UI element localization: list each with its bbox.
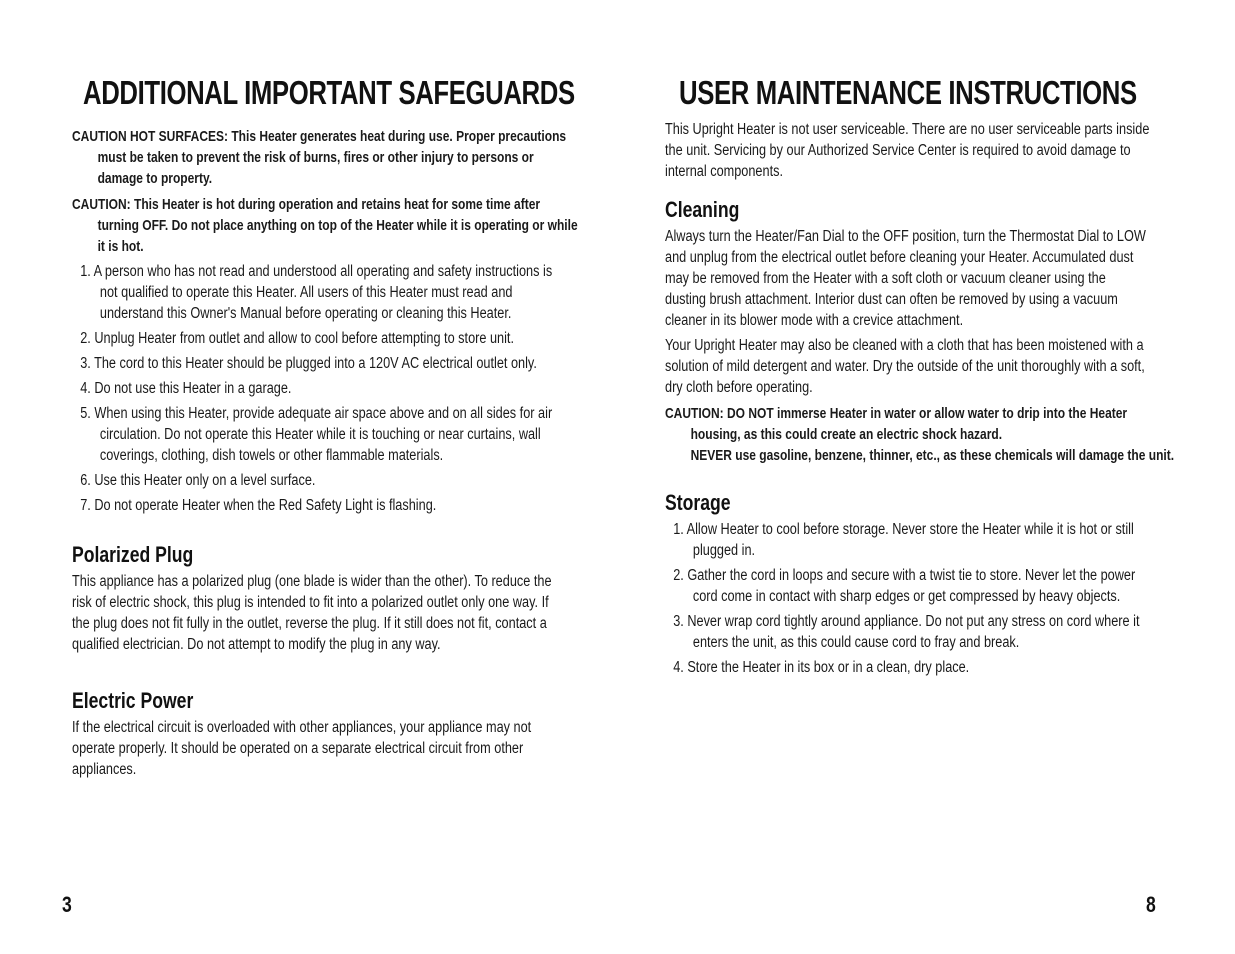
storage-heading: Storage (665, 490, 731, 515)
page-number-right: 8 (1146, 892, 1156, 917)
cleaning-text-1: Always turn the Heater/Fan Dial to the OFF position, turn the Thermostat Dial to LOW and unplug from the electrical outlet before cleaning your Heater. Accumulated dust may be removed from the Heater with a soft cloth or vacuum cleaner using the dusting brush attachment. Interior dust can often be removed by using a vacuum cleaner in its blower mode with a crevice attachment. (665, 228, 1146, 329)
list-item: 6. Use this Heater only on a level surface. (80, 472, 316, 489)
list-item: 2. Unplug Heater from outlet and allow to cool before attempting to store unit. (80, 330, 515, 347)
list-item: 3. Never wrap cord tightly around appliance. Do not put any stress on cord where it enters the unit, as this could cause cord to fray and break. (673, 613, 1140, 651)
caution-hot-operation: CAUTION: This Heater is hot during operation and retains heat for some time after turning OFF. Do not place anything on top of the Heater while it is operating or while it is hot. (72, 196, 578, 255)
caution-chemicals: NEVER use gasoline, benzene, thinner, etc., as these chemicals will damage the unit. (690, 447, 1175, 464)
list-item: 4. Store the Heater in its box or in a clean, dry place. (673, 659, 970, 676)
storage-list (665, 519, 1150, 678)
list-item: 1. Allow Heater to cool before storage. Never store the Heater while it is hot or still plugged in. (673, 521, 1134, 559)
list-item: 1. A person who has not read and understood all operating and safety instructions is not qualified to operate this Heater. All users of this Heater must read and understand this Owner's Manual before operating or cleaning this Heater. (80, 263, 553, 322)
list-item: 4. Do not use this Heater in a garage. (80, 380, 292, 397)
polarized-plug-text: This appliance has a polarized plug (one blade is wider than the other). To reduce the risk of electric shock, this plug is intended to fit into a polarized outlet only one way. If the plug does not fit fully in the outlet, reverse the plug. If it still does not fit, contact a qualified electrician. Do not attempt to modify the plug in any way. (72, 573, 552, 653)
cleaning-heading: Cleaning (665, 197, 740, 222)
electric-power-heading: Electric Power (72, 688, 194, 713)
electric-power-text: If the electrical circuit is overloaded with other appliances, your appliance may not operate properly. It should be operated on a separate electrical circuit from other appliances. (72, 719, 532, 778)
left-page (72, 74, 578, 780)
cleaning-text-2: Your Upright Heater may also be cleaned with a cloth that has been moistened with a solution of mild detergent and water. Dry the outside of the unit thoroughly with a soft, dry cloth before operating. (665, 337, 1145, 396)
intro-text: This Upright Heater is not user serviceable. There are no user serviceable parts inside the unit. Servicing by our Authorized Service Center is required to avoid damage to internal components. (665, 121, 1150, 180)
page-title: ADDITIONAL IMPORTANT SAFEGUARDS (83, 74, 575, 111)
list-item: 2. Gather the cord in loops and secure with a twist tie to store. Never let the power cord come in contact with sharp edges or get compressed by heavy objects. (673, 567, 1136, 605)
safeguard-list (72, 261, 552, 516)
caution-immerse: CAUTION: DO NOT immerse Heater in water or allow water to drip into the Heater housing, as this could create an electric shock hazard. (665, 405, 1128, 443)
list-item: 5. When using this Heater, provide adequate air space above and on all sides for air circulation. Do not operate this Heater while it is touching or near curtains, wall coverings, clothing, dish towels or other flammable materials. (80, 405, 553, 464)
page-number-left: 3 (62, 892, 72, 917)
list-item: 7. Do not operate Heater when the Red Safety Light is flashing. (80, 497, 437, 514)
cleaning-caution (665, 403, 1176, 466)
list-item: 3. The cord to this Heater should be plugged into a 120V AC electrical outlet only. (80, 355, 537, 372)
caution-hot-surfaces: CAUTION HOT SURFACES: This Heater generates heat during use. Proper precautions must be taken to prevent the risk of burns, fires or other injury to persons or damage to property. (72, 128, 567, 187)
page-title: USER MAINTENANCE INSTRUCTIONS (679, 74, 1137, 111)
right-page (665, 74, 1175, 682)
polarized-plug-heading: Polarized Plug (72, 542, 194, 567)
